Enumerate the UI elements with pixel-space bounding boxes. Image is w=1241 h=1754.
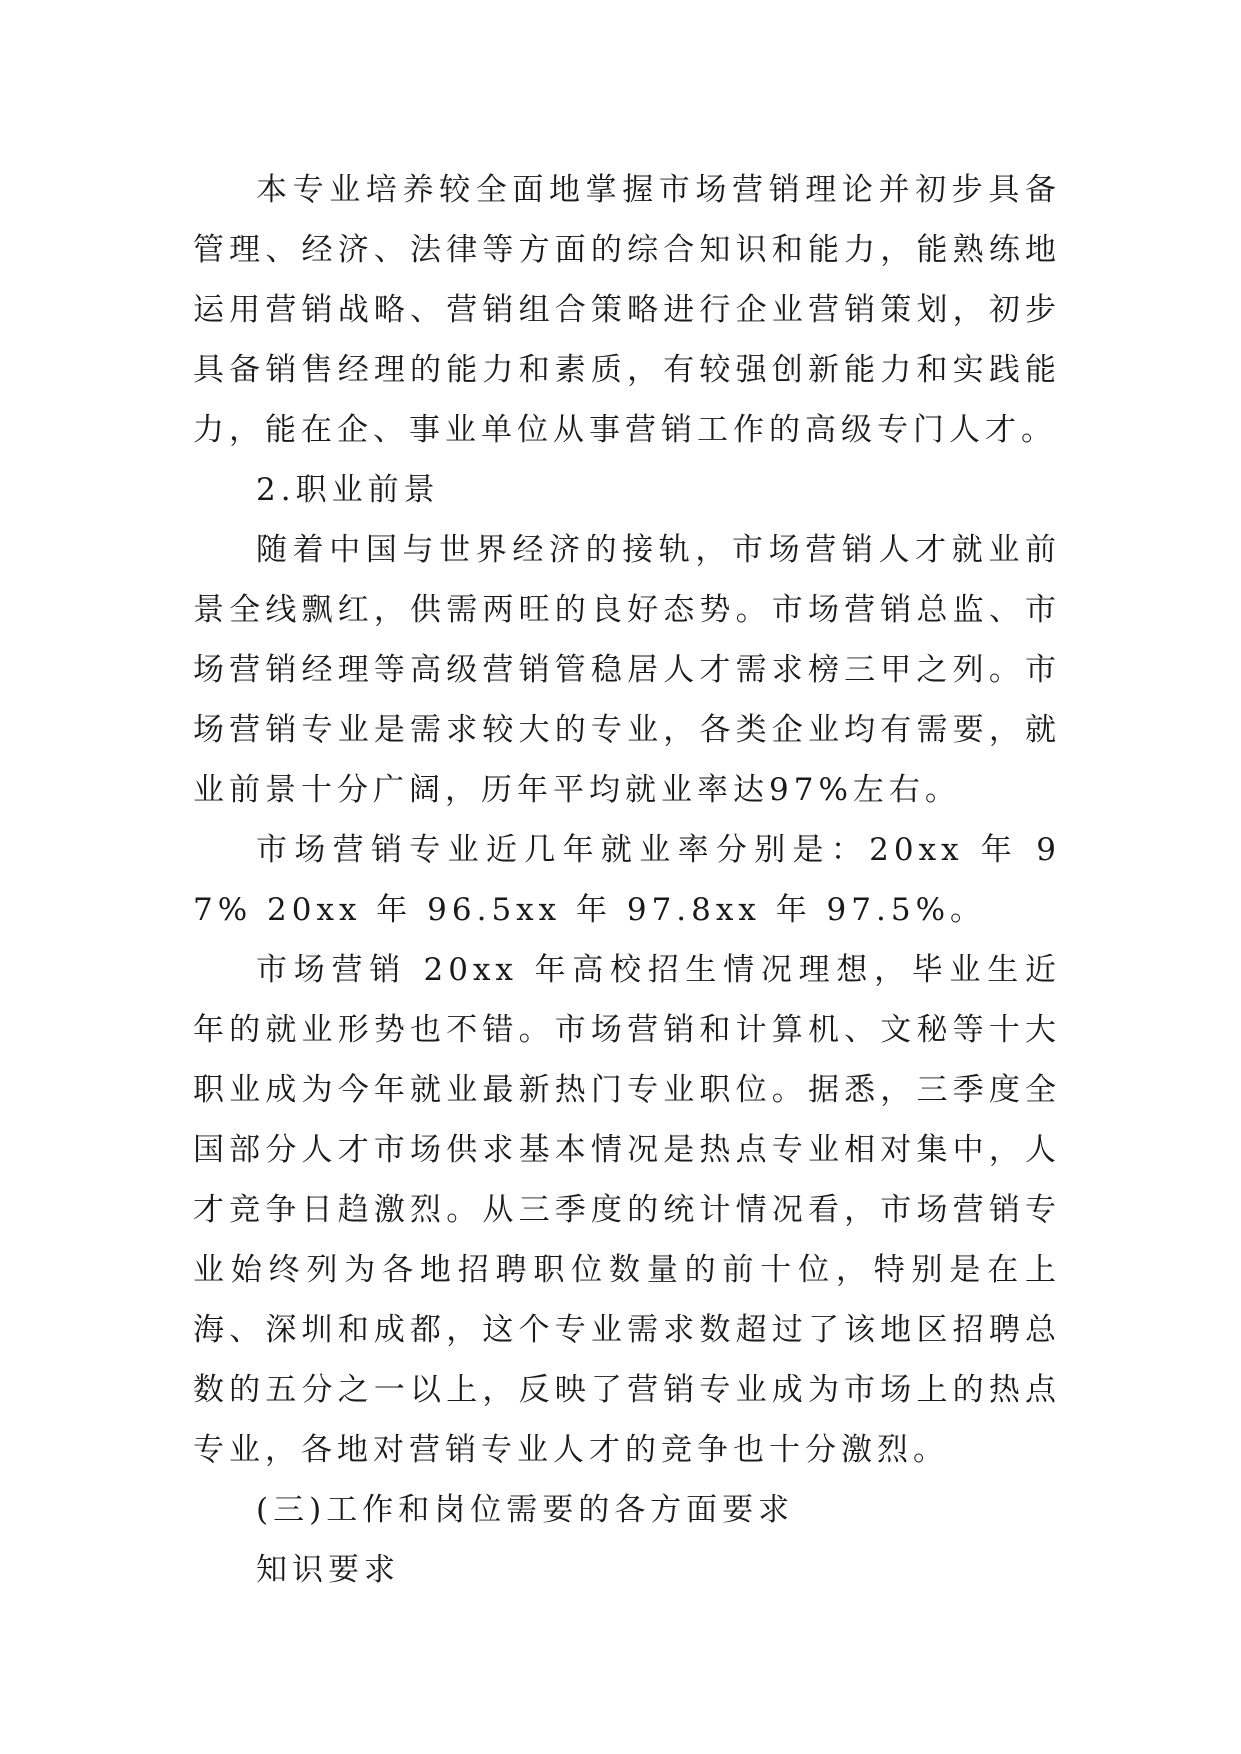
heading-career-prospects: 2.职业前景 — [256, 472, 440, 508]
heading-job-requirements: (三)工作和岗位需要的各方面要求 — [256, 1492, 795, 1528]
document-body — [193, 160, 1061, 1600]
paragraph-employment-rates: 市场营销专业近几年就业率分别是：20xx 年 97% 20xx 年 96.5xx 年 97.8xx 年 97.5%。 — [193, 832, 1061, 928]
heading-knowledge-requirements: 知识要求 — [256, 1552, 400, 1588]
paragraph-training-goal: 本专业培养较全面地掌握市场营销理论并初步具备管理、经济、法律等方面的综合知识和能力，能熟练地运用营销战略、营销组合策略进行企业营销策划，初步具备销售经理的能力和素质，有较强创新能力和实践能力，能在企、事业单位从事营销工作的高级专门人才。 — [193, 172, 1061, 448]
paragraph-enrollment-situation: 市场营销 20xx 年高校招生情况理想，毕业生近年的就业形势也不错。市场营销和计算机、文秘等十大职业成为今年就业最新热门专业职位。据悉，三季度全国部分人才市场供求基本情况是热点专业相对集中，人才竞争日趋激烈。从三季度的统计情况看，市场营销专业始终列为各地招聘职位数量的前十位，特别是在上海、深圳和成都，这个专业需求数超过了该地区招聘总数的五分之一以上，反映了营销专业成为市场上的热点专业，各地对营销专业人才的竞争也十分激烈。 — [193, 952, 1061, 1468]
paragraph-employment-outlook: 随着中国与世界经济的接轨，市场营销人才就业前景全线飘红，供需两旺的良好态势。市场营销总监、市场营销经理等高级营销管稳居人才需求榜三甲之列。市场营销专业是需求较大的专业，各类企业均有需要，就业前景十分广阔，历年平均就业率达97%左右。 — [193, 532, 1061, 808]
